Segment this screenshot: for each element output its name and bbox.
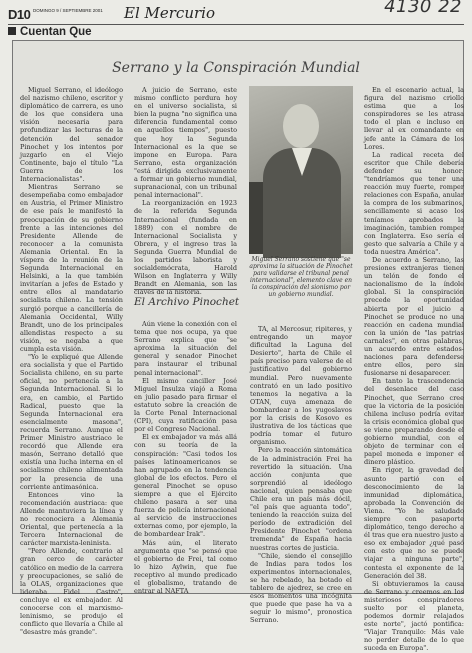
section-label-text: Cuentan Que xyxy=(20,26,92,38)
photo-caption: Miguel Serrano sostiene que "se aproxima la situación de Pinochet para validarse el tribunal penal internacional", elemento clave en la conspiración del sionismo por un gobierno mundial. xyxy=(249,256,353,298)
paragraph: TA, al Mercosur, ripiteres, y entregando un mayor dificultad la Laguna del Desierto", harta de Chile el país preciso para valerse de el justificativo del gobierno mundial. Pero nuevamente contrató en un lado positivo tenemos la negativa a la OTAN, cuya amenaza de bombardear a los yugoslavos por la crisis de Kosovo es ilustrativa de los tácticas que podría tomar el futuro organismo. xyxy=(250,325,352,447)
paragraph: El mismo canciller José Miguel Insulza viajó a Roma en julio pasado para firmar el estatuto sobre la creación de la Corte Penal Internacional (CPI), cuya ratificación pasa por el Congreso Nacional. xyxy=(134,376,237,434)
article-column-2-lower xyxy=(134,320,237,596)
paragraph: Aún viene la conexión con el tema que nos ocupa, ya que Serrano explica que "se aproxima la situación del general y senador Pinochet para instaurar el tribunal penal internacional". xyxy=(134,320,237,377)
masthead-date: DOMINGO 9 / SEPTIEMBRE 2001 xyxy=(33,8,103,13)
article-column-2 xyxy=(134,86,237,297)
subhead-rule xyxy=(134,289,237,290)
paragraph: A juicio de Serrano, este mismo conflicto perdura hoy en el universo socialista, si bien la pugna "no significa una diferencia fundamental como en aquellos tiempos", puesto que hoy la Segunda Internacional es la que se impone en Europa. Para Serrano, esta organización "está dirigida exclusivamente a formar un gobierno mundial, supranacional, con un tribunal penal internacional". xyxy=(134,86,237,200)
article-column-4 xyxy=(364,86,464,653)
paragraph: En el escenario actual, la figura del nazismo criollo estima que a los conspiradores se les atrasa todo el plan e incluso en llevar al ex comandante en jefe ante la Cámara de los Lores. xyxy=(364,86,464,151)
paragraph: Entonces vino la recomendación austriaca: que Allende mantuviera la línea y no reconociera a Alemania Oriental, que pertenecía a la Tercera Internacional de carácter marxista-leninista. xyxy=(20,490,123,548)
masthead-code: D10 xyxy=(8,7,31,22)
handwritten-number: 4130 22 xyxy=(384,0,462,17)
portrait-head-shape xyxy=(283,104,319,148)
paragraph: "Yo le expliqué que Allende era socialista y que el Partido Socialista chileno, en su parte oficial, no pertenecía a la Segunda Internacional. Si lo era, en cambio, el Partido Radical, puesto que la Segunda Internacional era esencialmente masona", recuerda Serrano. Aunque el Primer Ministro austriaco le recordó que Allende era masón, Serrano detalló que existía una lucha interna en el socialismo chileno alimentada por la presencia de una corriente antimasónica. xyxy=(20,353,123,491)
paragraph: El ex embajador va más allá con su teoría de la conspiración: "Casi todos los países latinoamericanos se han agrupado en la tendencia global de los efectos. Pero el general Pinochet se opuso siempre a que el Ejército chileno pasara a ser una fuerza de policía internacional al servicio de instrucciones externas como, por ejemplo, la de bombardear Irak". xyxy=(134,433,237,539)
paragraph: De acuerdo a Serrano, las presiones extranjeras tienen un telón de fondo el nacionalismo de la índole global. Si la conspiración precede la oportunidad abierta por el juicio a Pinochet se produce no una reacción en cadena mundial con la unión de "las patrias carnales", en otras palabras, un acuerdo entre estados-naciones para defenderse entre ellos, pero sin fusionarse ni desaparecer. xyxy=(364,255,464,378)
article-subhead: El Archivo Pinochet xyxy=(134,296,240,308)
paragraph: La radical receta del escritor que Chile debería defender su honor: "tendríamos que tener una reacción muy fuerte, romper relaciones con España, anular la compra de los submarinos, sencillamente si acaso los teníamos aprobados la imaginación, tambien romper con Inglaterra. Eso sería el gesto que salvaría a Chile y a toda nuestra América". xyxy=(364,150,464,256)
paragraph: Miguel Serrano, el ideólogo del nazismo chileno, escritor y diplomático de carrera, es uno de los que considera una visión necesaria para profundizar las lecturas de la detención del senador Pinochet y los intentos por juzgarlo en el Viejo Continente, bajo el título "La Guerra de los Internacionalistas". xyxy=(20,86,123,184)
paragraph: La reorganización en 1923 de la referida Segunda Internacional (fundada en 1889) con el nombre de Internacional Socialista y Obrera, y el ingreso tras la Segunda Guerra Mundial de los partidos laborista y socialdemócrata, Harold Wilson en Inglaterra y Willy Brandt en Alemania, son las claves de la historia. xyxy=(134,199,237,297)
paragraph: Mientras Serrano se desempeñaba como embajador en Austria, el Primer Ministro de ese país le manifestó la preocupación de su gobierno frente a las intenciones del Presidente Allende de reconocer a la comunista Alemania Oriental. En la víspera de la reunión de la Segunda Internacional en Helsinki, a la que también invitarían a jefes de Estado y entre ellos al mandatario socialista chileno. La tensión surgió porque a cancillería de Alemania Occidental, Willy Brandt, uno de los principales allendistas respecto a su visión, se negaba a que cumpla esta visión. xyxy=(20,183,123,353)
paragraph: "Pero Allende, contrario al gran cerco de carácter católico en medio de la carrera y preocupaciones, se salió de la OLAS, organizaciones que lideraba Fidel Castro", concluye el ex embajador. Al conocerse con el marxismo-leninismo, se produjo el conflicto que llevaría a Chile al "desastre más grande". xyxy=(20,547,123,637)
portrait-photo xyxy=(249,86,353,254)
paragraph: Pero la reacción sintomática de la administración Frei ha revertido la situación. Una acción conjunta que sorprendió al ideólogo nacional, quien pensaba que Chile era un país más dócil, "el país que aguanta todo", teniendo la reacción suiza del período de extradición del Presidente Pinochet "ordena tremenda" de España hacia nuestras cortes de justicia. xyxy=(250,446,352,552)
masthead-paper-name: El Mercurio xyxy=(124,4,215,22)
masthead xyxy=(8,0,464,25)
article-column-3 xyxy=(250,325,352,625)
paragraph: En tanto la trascendencia del desenlace del caso Pinochet, que Serrano cree que la victoria de la posición chilena incluso podría evitar la crisis económica global que se viene preparando desde el gobierno mundial, con el objeto de terminar con el papel moneda e imponer el dinero plástico. xyxy=(364,377,464,467)
square-bullet-icon xyxy=(8,27,16,35)
paragraph: "Chile, siendo el consejillo de Indias para todos los experimentos internacionales, se ha rebelado, ha botado el tablero de ajedrez, se cree en esos momentos una incógnita que puede que pase ha va a seguir lo mismo", pronostica Serrano. xyxy=(250,551,352,625)
section-label xyxy=(8,26,92,38)
paragraph: Más aún, el literato argumenta que "se pensó que el gobierno de Frei, tal como lo hizo Aylwin, que fue receptivo al mundo predicado el globalismo, tratando de entrar al NAFTA xyxy=(134,538,237,596)
article-headline: Serrano y la Conspiración Mundial xyxy=(112,60,360,76)
paragraph: En rigor, la gravedad del asunto partió con el desconocimiento de la inmunidad diplomática, aprobada la Convención de Viena. "Yo he saludado siempre con pasaporte diplomático, tengo derecho a él tras que era nuestro justo a eso ex embajador ¿qué pasó con esto que no se puede viajar a ninguna parte", contesta el exponente de la Generación del 38. xyxy=(364,466,464,580)
paragraph: Si obtuvieramos la causa de Serrano y creemos en los misteriosos conspiradores suelto por el planeta, podemos dormir relajados este norte", jactó pontifica: "Viajar Tranquilo: Más vale no perder detalle de lo que suceda en Europa". xyxy=(364,579,464,653)
article-column-1 xyxy=(20,86,123,637)
